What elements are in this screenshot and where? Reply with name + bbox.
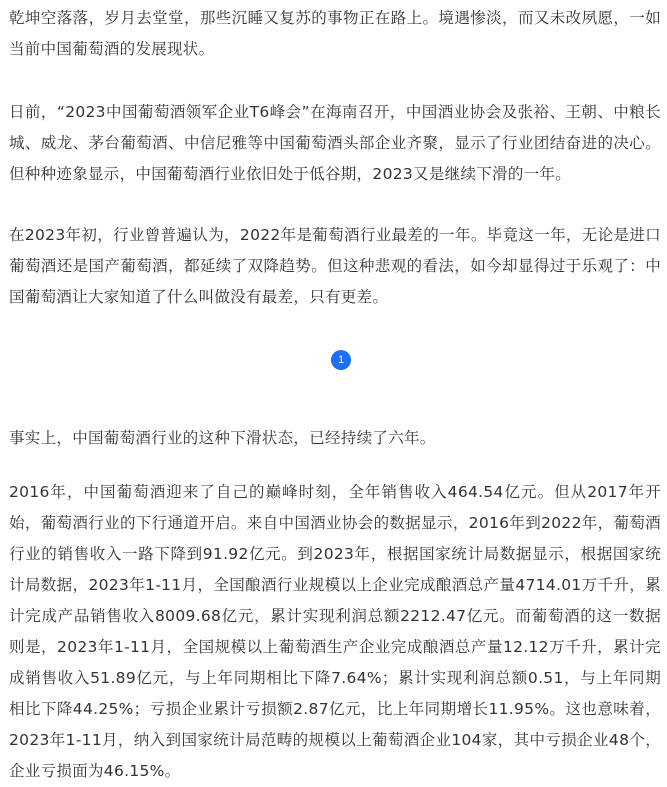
section-marker [9,313,661,423]
section-number-badge: 1 [331,350,351,370]
paragraph-summit: 日前，“2023中国葡萄酒领军企业T6峰会”在海南召开，中国酒业协会及张裕、王朝、中粮长城、威龙、茅台葡萄酒、中信尼雅等中国葡萄酒头部企业齐聚，显示了行业团结奋进的决心。但种种迹象显示，中国葡萄酒行业依旧处于低谷期，2023又是继续下滑的一年。 [9,103,661,183]
article-body [9,0,661,787]
paragraph-decline: 事实上，中国葡萄酒行业的这种下滑状态，已经持续了六年。 [9,429,436,447]
paragraph-intro: 乾坤空落落，岁月去堂堂，那些沉睡又复苏的事物正在路上。境遇惨淡，而又未改夙愿，一如当前中国葡萄酒的发展现状。 [9,9,661,58]
paragraph-statistics: 2016年，中国葡萄酒迎来了自己的巅峰时刻，全年销售收入464.54亿元。但从2017年开始，葡萄酒行业的下行通道开启。来自中国酒业协会的数据显示，2016年到2022年，葡萄酒行业的销售收入一路下降到91.92亿元。到2023年，根据国家统计局数据显示，根据国家统计局数据，2023年1-11月，全国酿酒行业规模以上企业完成酿酒总产量4714.01万千升，累计完成产品销售收入8009.68亿元，累计实现利润总额2212.47亿元。而葡萄酒的这一数据则是，2023年1-11月，全国规模以上葡萄酒生产企业完成酿酒总产量12.12万千升，累计完成销售收入51.89亿元，与上年同期相比下降7.64%；累计实现利润总额0.51，与上年同期相比下降44.25%；亏损企业累计亏损额2.87亿元，比上年同期增长11.95%。这也意味着，2023年1-11月，纳入到国家统计局范畴的规模以上葡萄酒企业104家，其中亏损企业48个，企业亏损面为46.15%。 [9,483,661,780]
paragraph-outlook: 在2023年初，行业曾普遍认为，2022年是葡萄酒行业最差的一年。毕竟这一年，无论是进口葡萄酒还是国产葡萄酒，都延续了双降趋势。但这种悲观的看法，如今却显得过于乐观了：中国葡萄酒让大家知道了什么叫做没有最差，只有更差。 [9,226,661,306]
